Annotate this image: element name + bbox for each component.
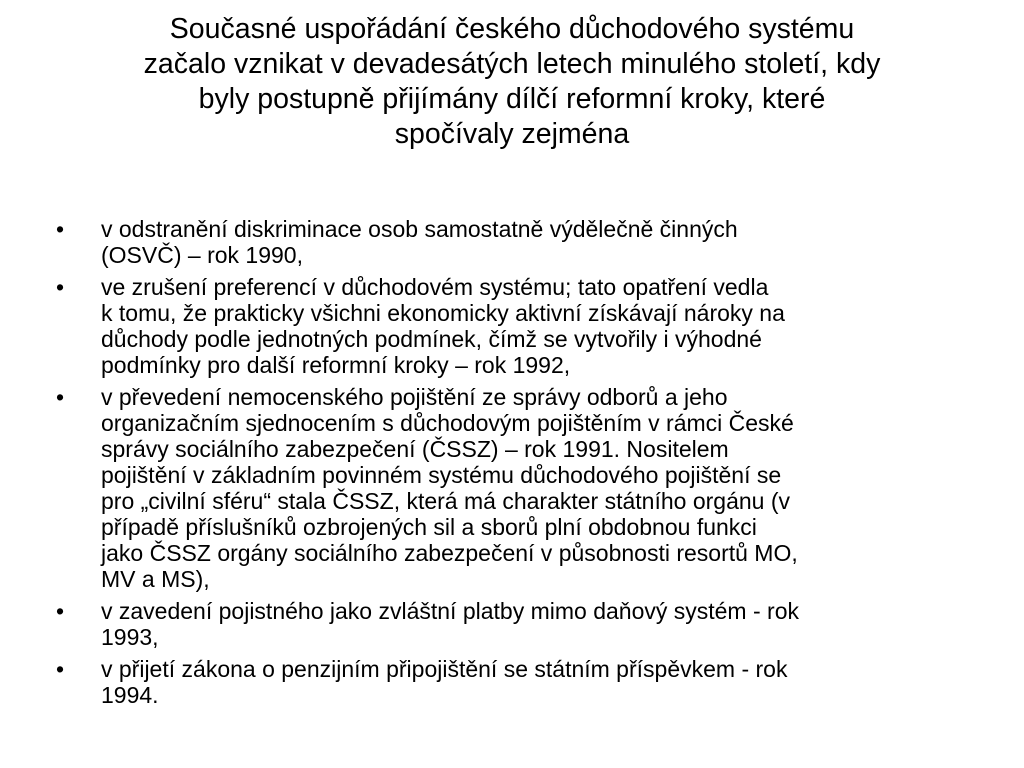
bullet-text-line: případě příslušníků ozbrojených sil a sborů plní obdobnou funkci — [101, 514, 757, 540]
bullet-dot: • — [56, 274, 65, 300]
bullet-item — [56, 598, 996, 650]
slide-title-line: spočívaly zejména — [394, 118, 630, 150]
bullet-text-line: v přijetí zákona o penzijním připojištění se státním příspěvkem - rok — [101, 656, 788, 682]
bullet-text-line: v převedení nemocenského pojištění ze správy odborů a jeho — [101, 384, 728, 410]
bullet-text-line: ve zrušení preferencí v důchodovém systému; tato opatření vedla — [101, 274, 769, 300]
bullet-text-line: pojištění v základním povinném systému důchodového pojištění se — [101, 462, 782, 488]
bullet-text-line: organizačním sjednocením s důchodovým pojištěním v rámci České — [101, 410, 794, 436]
slide-title — [40, 12, 984, 152]
bullet-dot: • — [56, 598, 65, 624]
bullet-text-line: k tomu, že prakticky všichni ekonomicky aktivní získávají nároky na — [101, 300, 785, 326]
bullet-list — [56, 216, 996, 714]
slide-title-line: byly postupně přijímány dílčí reformní kroky, které — [198, 83, 826, 115]
bullet-item — [56, 274, 996, 378]
bullet-dot: • — [56, 384, 65, 410]
bullet-text-line: 1994. — [101, 682, 159, 708]
bullet-text-line: jako ČSSZ orgány sociálního zabezpečení v působnosti resortů MO, — [101, 540, 798, 566]
bullet-text-line: 1993, — [101, 624, 159, 650]
bullet-text-line: podmínky pro další reformní kroky – rok 1992, — [101, 352, 571, 378]
bullet-item — [56, 384, 996, 592]
bullet-text-line: (OSVČ) – rok 1990, — [101, 242, 303, 268]
bullet-text-line: v zavedení pojistného jako zvláštní platby mimo daňový systém - rok — [101, 598, 799, 624]
bullet-dot: • — [56, 216, 65, 242]
bullet-text-line: správy sociálního zabezpečení (ČSSZ) – rok 1991. Nositelem — [101, 436, 729, 462]
bullet-item — [56, 216, 996, 268]
slide-title-line: Současné uspořádání českého důchodového systému — [169, 13, 855, 45]
bullet-text-line: MV a MS), — [101, 566, 210, 592]
bullet-item — [56, 656, 996, 708]
bullet-text-line: pro „civilní sféru“ stala ČSSZ, která má charakter státního orgánu (v — [101, 488, 790, 514]
bullet-text-line: důchody podle jednotných podmínek, čímž se vytvořily i výhodné — [101, 326, 762, 352]
bullet-text-line: v odstranění diskriminace osob samostatně výdělečně činných — [101, 216, 738, 242]
slide-title-line: začalo vznikat v devadesátých letech minulého století, kdy — [143, 48, 881, 80]
bullet-dot: • — [56, 656, 65, 682]
